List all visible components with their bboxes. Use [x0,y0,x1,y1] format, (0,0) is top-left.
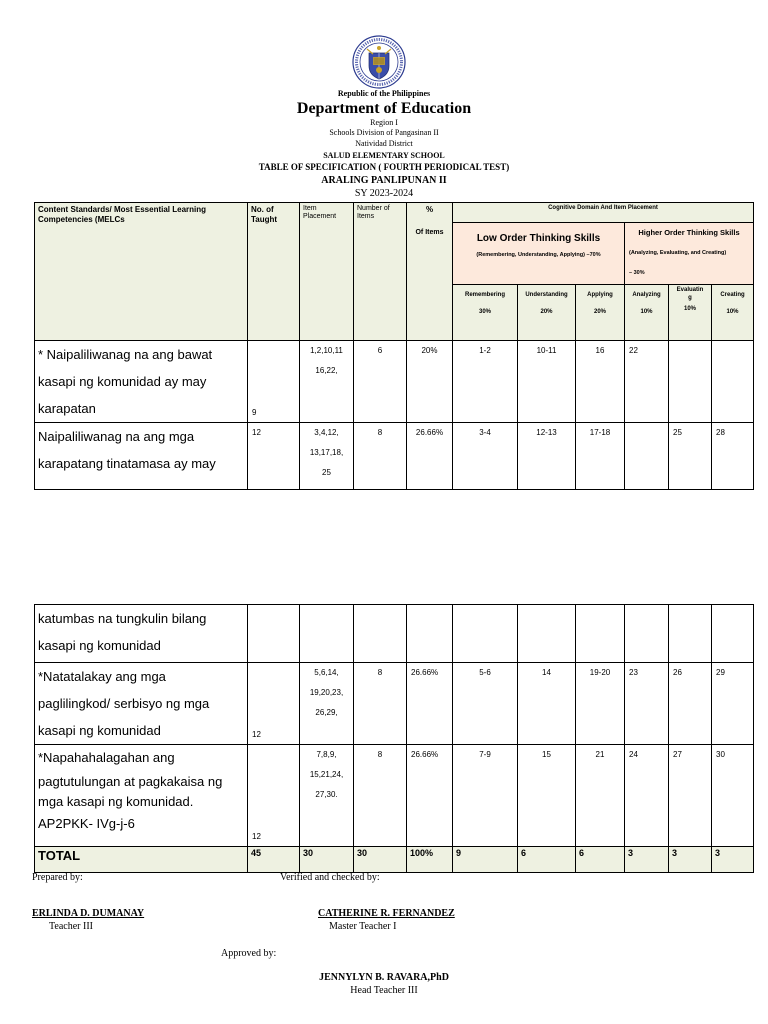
level-applying: Applying [587,292,613,298]
placement-line: 26,29, [315,708,338,717]
creating-cell: 29 [712,663,754,745]
level-analyzing: Analyzing [632,292,661,298]
header-creating [712,285,754,341]
header-understanding [518,285,576,341]
percent-cell: 20% [407,341,453,423]
competency-cell [35,663,248,745]
header-remembering [453,285,518,341]
total-applying: 6 [576,847,625,873]
applying-cell: 19-20 [576,663,625,745]
empty-cell [453,605,518,663]
header-evaluating [669,285,712,341]
empty-cell [625,605,669,663]
table-row [35,745,754,847]
level-creating: Creating [720,292,745,298]
header-hots [625,223,754,285]
percent-cell: 26.66% [407,745,453,847]
empty-cell [518,605,576,663]
verified-title: Master Teacher I [329,921,397,932]
total-label: TOTAL [35,847,248,873]
competency-line: *Napahahalagahan ang [38,750,175,765]
test-title: TABLE OF SPECIFICATION ( FOURTH PERIODICAL TEST) [258,162,510,172]
total-row [35,847,754,873]
hots-detail-1: (Analyzing, Evaluating, and Creating) [629,250,727,256]
prepared-label: Prepared by: [32,872,83,883]
empty-cell [576,605,625,663]
header-number-of-items: Number of Items [354,203,407,341]
level-evaluating-1: Evaluatin [676,287,704,293]
school-name: SALUD ELEMENTARY SCHOOL [323,151,445,160]
placement-line: 3,4,12, [314,428,339,437]
school-year: SY 2023-2024 [354,188,414,199]
header-percent-symbol: % [425,205,434,214]
table-row [35,663,754,745]
competency-line: mga kasapi ng komunidad. [38,794,194,809]
table-row [35,605,754,663]
header-of-items: Of Items [415,228,444,236]
total-items: 30 [354,847,407,873]
approved-label: Approved by: [221,948,277,959]
empty-cell [669,605,712,663]
total-remembering: 9 [453,847,518,873]
analyzing-cell: 22 [625,341,669,423]
placement-line: 1,2,10,11 [310,346,343,355]
competency-line: * Naipaliliwanag na ang bawat [38,347,213,362]
analyzing-cell [625,423,669,490]
verified-label: Verified and checked by: [280,872,380,883]
deped-seal-icon [352,35,406,89]
competency-line: karapatang tinatamasa ay may [38,456,216,471]
evaluating-cell: 26 [669,663,712,745]
prepared-title: Teacher III [49,921,93,932]
competency-line: AP2PKK- IVg-j-6 [38,816,135,831]
evaluating-cell: 25 [669,423,712,490]
taught-cell: 12 [248,663,300,745]
placement-line: 15,21,24, [309,770,344,779]
items-cell: 8 [354,423,407,490]
verified-name: CATHERINE R. FERNANDEZ [318,908,455,919]
republic-line: Republic of the Philippines [337,89,431,98]
analyzing-cell: 24 [625,745,669,847]
department-title: Department of Education [296,100,472,117]
empty-cell [712,605,754,663]
taught-cell: 12 [248,745,300,847]
applying-cell: 16 [576,341,625,423]
competency-cell [35,745,248,847]
items-cell: 8 [354,663,407,745]
items-cell: 8 [354,745,407,847]
competency-line: kasapi ng komunidad [38,723,161,738]
approved-name: JENNYLYN B. RAVARA,PhD [319,972,449,983]
placement-line: 16,22, [315,366,338,375]
empty-cell [407,605,453,663]
understanding-cell: 14 [518,663,576,745]
understanding-cell: 15 [518,745,576,847]
applying-cell: 21 [576,745,625,847]
region-line: Region I [370,118,398,127]
placement-cell [300,423,354,490]
prepared-name: ERLINDA D. DUMANAY [32,908,145,919]
level-remembering-pct: 30% [478,308,491,315]
competency-line: kasapi ng komunidad ay may [38,374,207,389]
competency-cell [35,341,248,423]
total-placement: 30 [300,847,354,873]
specification-table-top [34,202,754,490]
competency-line: *Natatalakay ang mga [38,669,166,684]
placement-cell [300,341,354,423]
lots-detail: (Remembering, Understanding, Applying) –70% [476,252,601,258]
header-cognitive-domain: Cognitive Domain And Item Placement [453,203,754,223]
creating-cell [712,341,754,423]
level-evaluating-pct: 10% [683,306,696,312]
empty-cell [248,605,300,663]
table-row [35,341,754,423]
placement-line: 19,20,23, [309,688,344,697]
total-percent: 100% [407,847,453,873]
header-percent [407,203,453,341]
header-no-taught: No. of Taught [248,203,300,341]
level-analyzing-pct: 10% [640,308,653,315]
header-analyzing [625,285,669,341]
total-analyzing: 3 [625,847,669,873]
table-row [35,423,754,490]
level-applying-pct: 20% [593,308,606,315]
total-creating: 3 [712,847,754,873]
header-competencies: Content Standards/ Most Essential Learning Competencies (MELCs [35,203,248,341]
remembering-cell: 1-2 [453,341,518,423]
analyzing-cell: 23 [625,663,669,745]
percent-cell: 26.66% [407,423,453,490]
understanding-cell: 12-13 [518,423,576,490]
total-understanding: 6 [518,847,576,873]
total-taught: 45 [248,847,300,873]
total-evaluating: 3 [669,847,712,873]
level-understanding-pct: 20% [540,308,553,315]
empty-cell [300,605,354,663]
remembering-cell: 7-9 [453,745,518,847]
specification-table-bottom [34,604,754,873]
creating-cell: 28 [712,423,754,490]
placement-line: 13,17,18, [309,448,344,457]
district-line: Natividad District [355,139,413,148]
taught-cell: 9 [248,341,300,423]
approved-title: Head Teacher III [350,985,418,996]
level-creating-pct: 10% [726,308,739,315]
competency-line: karapatan [38,401,96,416]
header-applying [576,285,625,341]
level-remembering: Remembering [464,292,505,298]
competency-line: kasapi ng komunidad [38,638,161,653]
placement-line: 25 [322,468,331,477]
lots-title: Low Order Thinking Skills [476,233,601,244]
subject-title: ARALING PANLIPUNAN II [321,175,447,186]
competency-line: katumbas na tungkulin bilang [38,611,207,626]
creating-cell: 30 [712,745,754,847]
remembering-cell: 5-6 [453,663,518,745]
division-line: Schools Division of Pangasinan II [329,128,439,137]
placement-cell [300,745,354,847]
placement-line: 7,8,9, [316,750,337,759]
items-cell: 6 [354,341,407,423]
competency-line: Naipaliliwanag na ang mga [38,429,195,444]
placement-line: 27,30. [315,790,338,799]
taught-cell: 12 [248,423,300,490]
level-evaluating-2: g [688,294,692,301]
competency-cell [35,605,248,663]
percent-cell: 26.66% [407,663,453,745]
placement-cell [300,663,354,745]
header-lots [453,223,625,285]
hots-title: Higher Order Thinking Skills [638,228,740,237]
evaluating-cell [669,341,712,423]
competency-line: paglilingkod/ serbisyo ng mga [38,696,210,711]
level-understanding: Understanding [525,292,568,298]
applying-cell: 17-18 [576,423,625,490]
hots-detail-2: – 30% [629,270,645,276]
competency-cell [35,423,248,490]
understanding-cell: 10-11 [518,341,576,423]
evaluating-cell: 27 [669,745,712,847]
remembering-cell: 3-4 [453,423,518,490]
competency-line: pagtutulungan at pagkakaisa ng [38,774,223,789]
header-item-placement: Item Placement [300,203,354,341]
empty-cell [354,605,407,663]
placement-line: 5,6,14, [314,668,339,677]
